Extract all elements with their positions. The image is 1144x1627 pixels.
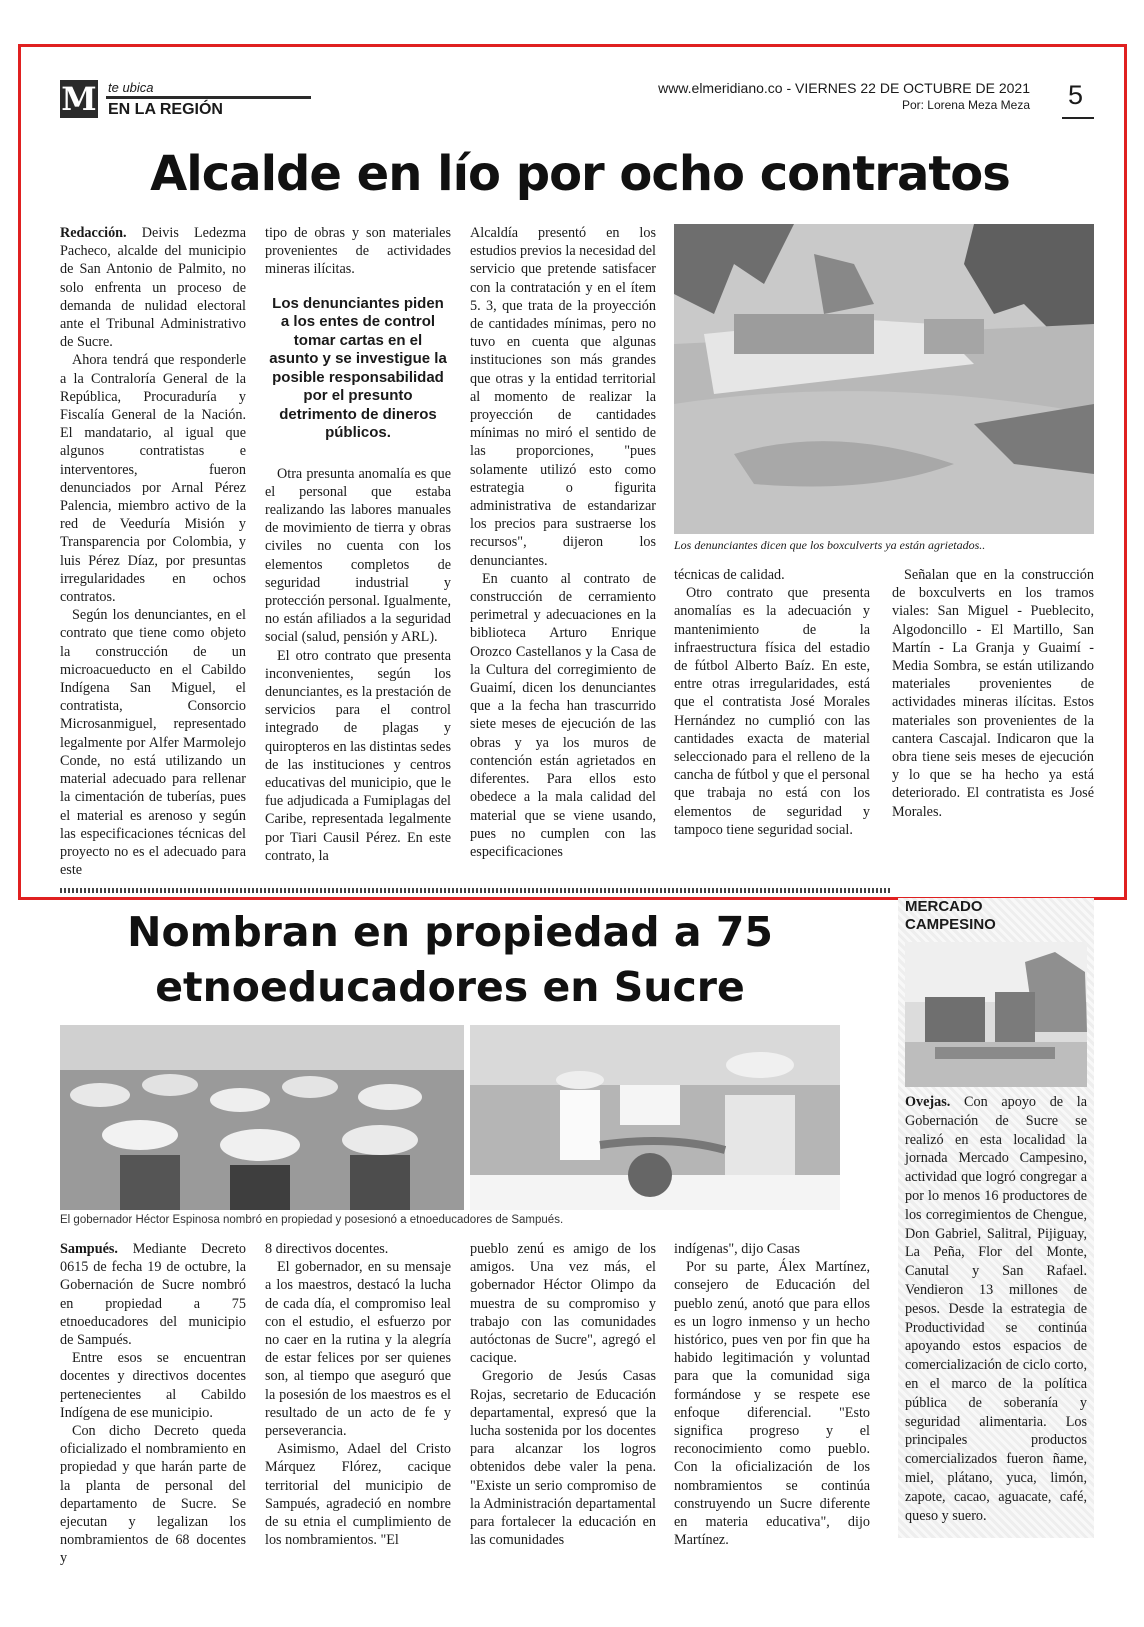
paragraph: Otro contrato que presenta anomalías es la adecuación y mantenimiento de la infraestructura física del estadio de fútbol Alberto Baíz. En este, entre otras irregularidades, está que el contratista José Morales Hernández no cumplió con las cantidades exacta de material seleccionado para el relleno de la cancha de fútbol y que el personal que trabaja no está con los elementos de seguridad y tampoco tiene seguridad social.: [674, 585, 870, 838]
paragraph: Por su parte, Álex Martínez, consejero de Educación del pueblo zenú, anotó que para ellos es un logro inmenso y un hecho histórico, pues ven por fin que ha habido legitimación y voluntad para que la comunidad siga formándose y se respete ese enfoque diferencial. "Esto significa progreso y el reconocimiento como pueblo. Con la oficialización de los nombramientos se continúa construyendo un Sucre diferente en materia educativa", dijo Martínez.: [674, 1259, 870, 1549]
teachers-crowd-photo: [60, 1025, 464, 1210]
section-divider: [60, 888, 890, 893]
paragraph: Asimismo, Adael del Cristo Márquez Flórez, cacique territorial del municipio de Sampués, agradeció en nombre de su etnia el cumplimiento de los nombramientos. "El: [265, 1441, 451, 1549]
sidebar-title: [905, 898, 1085, 934]
article2-column-3: [470, 1240, 656, 1549]
article1-column-4: [674, 566, 870, 876]
page-number-rule: [1062, 117, 1094, 119]
section-rule: [106, 96, 311, 99]
newspaper-logo: M: [61, 80, 97, 118]
paragraph: pueblo zenú es amigo de los amigos. Una vez más, el gobernador Héctor Olimpo da muestra de su compromiso y trabajo con las comunidades autóctonas de Sucre", agregó el cacique.: [470, 1241, 656, 1367]
article2-photo-caption: El gobernador Héctor Espinosa nombró en propiedad y posesionó a etnoeducadores de Sampués.: [60, 1214, 564, 1226]
sidebar-body: Con apoyo de la Gobernación de Sucre se realizó en esta localidad la jornada Mercado Campesino, actividad que logró congregar a por lo menos 16 productores de los corregimientos de Chengue, Don Gabriel, Salitral, Pijiguay, La Peña, Flor del Monte, Canutal y San Rafael. Vendieron 13 millones de pesos. Desde la estrategia de Productividad se continúa apoyando estos espacios de comercialización de ciclo corto, en el marco de la política pública de soberanía y seguridad alimentaria. Los principales productos comercializados fueron ñame, miel, plátano, yuca, limón, zapote, cacao, aguacate, café, queso y suero.: [905, 1094, 1088, 1524]
paragraph: técnicas de calidad.: [674, 567, 785, 583]
article2-headline-line2: etnoeducadores en Sucre: [155, 963, 745, 1011]
page-number: 5: [1068, 80, 1084, 110]
article1-column-2: [265, 224, 451, 874]
governor-handshake-image: [470, 1025, 840, 1210]
paragraph: 8 directivos docentes.: [265, 1241, 389, 1257]
sidebar-text: [905, 1093, 1087, 1525]
pull-quote: Los denunciantes piden a los entes de control tomar cartas en el asunto y se investigue la posible responsabilidad por el presunto detrimento de dineros públicos.: [269, 294, 447, 442]
paragraph: Gregorio de Jesús Casas Rojas, secretario de Educación departamental, expresó que la lucha sostenida por los docentes para alcanzar los logros obtenidos debe valer la pena. "Existe un serio compromiso de la Administración departamental para fortalecer la educación en las comunidades: [470, 1368, 656, 1549]
paragraph: Mediante Decreto 0615 de fecha 19 de octubre, la Gobernación de Sucre nombró en propiedad a 75 etnoeducadores del municipio de Sampués.: [60, 1241, 246, 1349]
paragraph: Señalan que en la construcción de boxculverts en los tramos viales: San Miguel - Pueblecito, Algodoncillo - El Martillo, San Martín - La Granja y Guaimí - Media Sombra, se están utilizando materiales provenientes de actividades mineras ilícitas. Estos materiales son provenientes de la cantera Cascajal. Indicaron que la obra tiene seis meses de ejecución y lo que se ha hecho ya está deteriorado. El contratista es José Morales.: [892, 567, 1094, 820]
article2-headline-line1: Nombran en propiedad a 75: [127, 908, 773, 956]
paragraph: Según los denunciantes, en el contrato que tiene como objeto la construcción de un microacueducto en el Cabildo Indígena San Miguel, el contratista, Consorcio Microsanmiguel, representado legalmente por Alfer Marmolejo Conde, no está utilizando un material adecuado para rellenar la cimentación de tuberías, pues el material es arenoso y según las especificaciones técnicas del proyecto no es el adecuado para este: [60, 607, 246, 879]
article2-column-2: [265, 1240, 451, 1549]
paragraph: Entre esos se encuentran docentes y directivos docentes pertenecientes al Cabildo Indígena de ese municipio.: [60, 1350, 246, 1421]
paragraph: El otro contrato que presenta inconvenientes, según los denunciantes, es la prestación de servicios para el control integrado de plagas y quiropteros en las distintas sedes de las instituciones y centros educativas del municipio, que le fue adjudicada a Fumiplagas del Caribe, representada legalmente por Tiari Causil Pérez. En este contrato, la: [265, 647, 451, 864]
article1-column-3: [470, 224, 656, 874]
section-title: EN LA REGIÓN: [108, 101, 223, 118]
byline: Por: Lorena Meza Meza: [901, 98, 1030, 112]
article1-column-5: [892, 566, 1094, 876]
paragraph: En cuanto al contrato de construcción de cerramiento perimetral y adecuaciones en la biblioteca Arturo Enrique Orozco Castellanos y la Casa de la Cultura del corregimiento de Guaimí, dicen los denunciantes que a la fecha han trascurrido siete meses de ejecución de las obras y ya los muros de contención están agrietados en diferentes. Para ellos esto obedece a la mala calidad del material que se viene usando, pues no cumplen con las especificaciones: [470, 570, 656, 860]
paragraph: indígenas", dijo Casas: [674, 1241, 800, 1257]
article1-headline: Alcalde en lío por ocho contratos: [150, 146, 1010, 202]
sidebar-lead: Ovejas.: [905, 1094, 951, 1110]
boxculvert-photo-caption: Los denunciantes dicen que los boxculverts ya están agrietados..: [674, 538, 986, 552]
paragraph: tipo de obras y son materiales provenientes de actividades mineras ilícitas.: [265, 225, 451, 278]
paragraph: Alcaldía presentó en los estudios previos la necesidad del servicio que pretende satisfacer con la contratación y en el ítem 5. 3, que trata de la proyección de cantidades mínimas, pero no tuvo en cuenta que algunas instituciones son más grandes que otras y la entidad territorial al momento de realizar la proyección de cantidades mínimas no miró el sentido de las proporciones, "pues solamente utilizó esto como estrategia o figurita administrativa de estandarizar los precios para sustraerse los recursos", dijeron los denunciantes.: [470, 225, 656, 569]
dateline-lead: Sampués.: [60, 1241, 118, 1257]
paragraph: Deivis Ledezma Pacheco, alcalde del municipio de San Antonio de Palmito, no solo enfrenta un proceso de demanda de nulidad electoral ante el Tribunal Administrativo de Sucre.: [60, 225, 247, 351]
article1-column-1: [60, 224, 247, 879]
paragraph: El gobernador, en su mensaje a los maestros, destacó la lucha de cada día, el compromiso leal con el estudio, el esfuerzo por no caer en la rutina y la alegría de estar felices por ser quienes son, al tiempo que aseguró que la posesión de los maestros es el resultado de un acto de fe y perseverancia.: [265, 1259, 451, 1440]
article2-column-1: [60, 1240, 246, 1567]
market-photo: [905, 942, 1087, 1087]
paragraph: Con dicho Decreto queda oficializado el nombramiento en propiedad y que harán parte de la planta de personal del departamento de Sucre. Se ejecutan y legalizan los nombramientos de 68 docentes y: [60, 1423, 246, 1567]
sidebar-title-line2: CAMPESINO: [905, 916, 996, 933]
governor-handshake-photo: [470, 1025, 840, 1210]
section-kicker: te ubica: [108, 80, 154, 95]
boxculvert-photo: [674, 224, 1094, 534]
dateline: www.elmeridiano.co - VIERNES 22 DE OCTUBRE DE 2021: [658, 80, 1030, 96]
dateline-lead: Redacción.: [60, 225, 127, 241]
sidebar-title-line1: MERCADO: [905, 898, 983, 915]
boxculvert-image: [674, 224, 1094, 534]
paragraph: Ahora tendrá que responderle a la Contraloría General de la República, Procuraduría y Fiscalía General de la Nación. El mandatario, al igual que algunos contratistas e interventores, fueron denunciados por Arnal Pérez Palencia, miembro activo de la red de Veeduría Misión y Transparencia por Colombia, y luis Pérez Díaz, por presuntas irregularidades en ochos contratos.: [60, 352, 246, 606]
article2-headline: [60, 905, 840, 1015]
teachers-crowd-image: [60, 1025, 464, 1210]
market-image: [905, 942, 1087, 1087]
article2-column-4: [674, 1240, 870, 1549]
paragraph: Otra presunta anomalía es que el personal que estaba realizando las labores manuales de movimiento de tierra y obras civiles no cuenta con los elementos completos de seguridad industrial y protección personal. Igualmente, no están afiliados a la seguridad social (salud, pensión y ARL).: [265, 465, 451, 646]
